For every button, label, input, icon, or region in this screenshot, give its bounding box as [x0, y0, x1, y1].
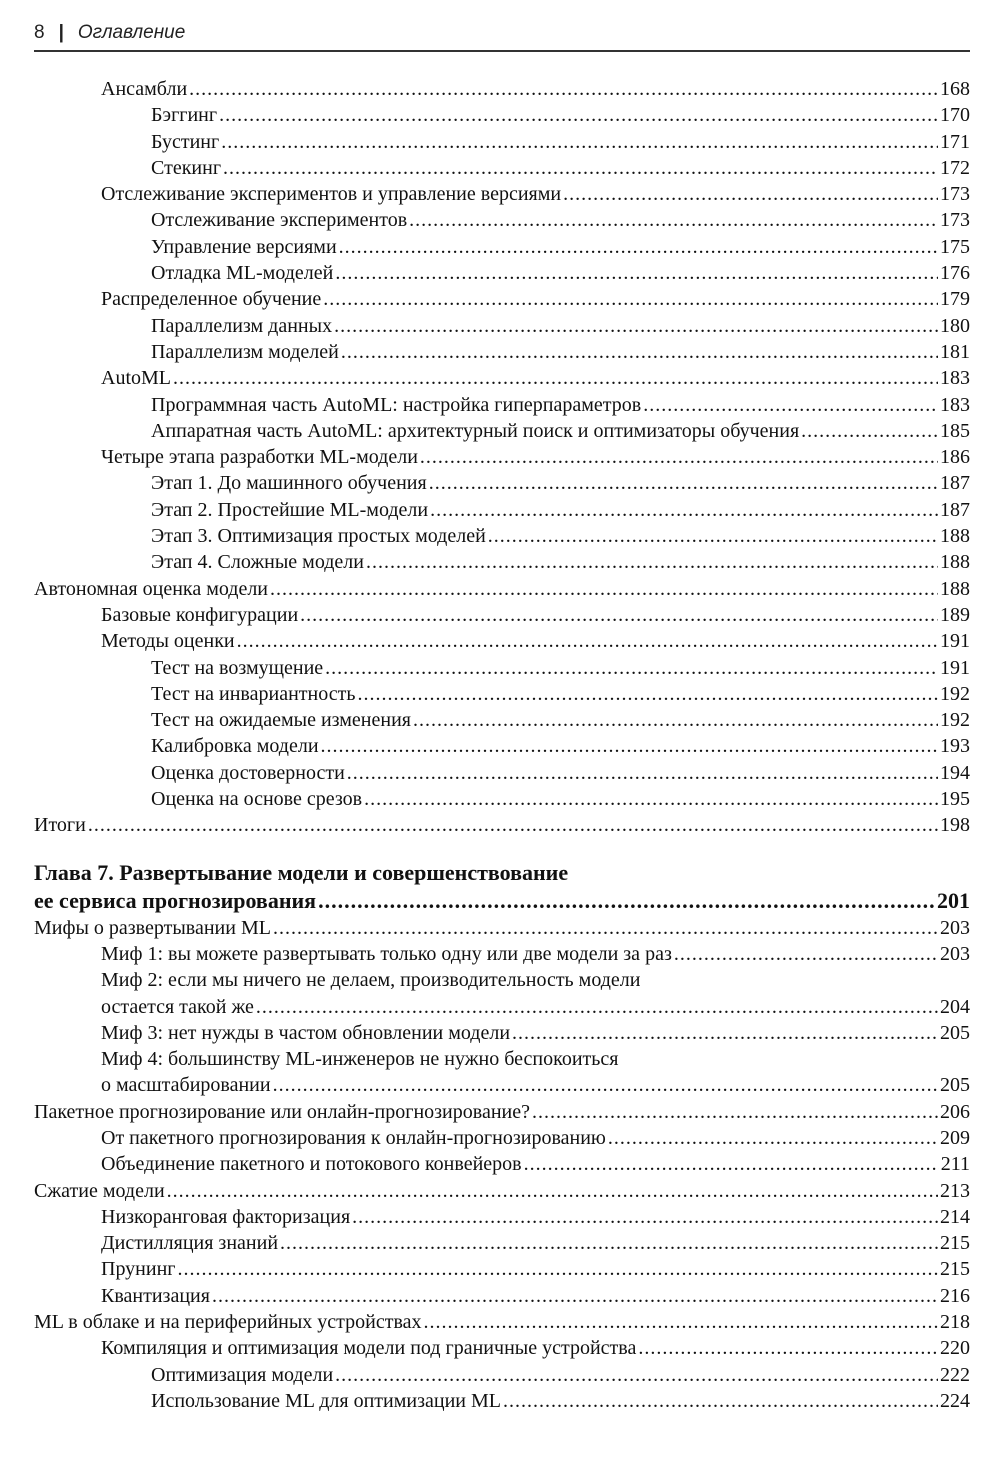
dot-leader — [643, 392, 938, 418]
toc-entry-title: От пакетного прогнозирования к онлайн-прогнозированию — [101, 1126, 606, 1149]
toc-entry-title: Компиляция и оптимизация модели под граничные устройства — [101, 1337, 637, 1360]
toc-entry-title: Ансамбли — [101, 78, 188, 100]
toc-entry-title: Четыре этапа разработки ML-модели — [101, 446, 418, 469]
toc-entry-page: 173 — [940, 209, 970, 232]
toc-entry-page: 175 — [940, 235, 970, 258]
toc-entry-page: 189 — [940, 603, 970, 626]
toc-entry-page: 222 — [940, 1363, 970, 1386]
toc-entry[interactable] — [34, 102, 970, 128]
toc-entry-page: 181 — [940, 340, 970, 363]
toc-entry-title: Отслеживание экспериментов и управление версиями — [101, 183, 562, 206]
toc-entry[interactable] — [34, 1072, 970, 1098]
toc-entry-page: 176 — [940, 262, 970, 285]
toc-entry-title: Использование ML для оптимизации ML — [151, 1389, 501, 1412]
toc-entry-page: 191 — [940, 630, 970, 653]
toc-entry[interactable] — [34, 207, 970, 233]
toc-entry-page: 224 — [940, 1389, 970, 1412]
dot-leader — [532, 1099, 938, 1125]
toc-entry[interactable] — [34, 549, 970, 575]
toc-entry-page: 185 — [940, 419, 970, 442]
dot-leader — [173, 365, 938, 391]
dot-leader — [280, 1230, 938, 1256]
dot-leader — [88, 812, 938, 838]
dot-leader — [221, 129, 938, 155]
toc-entry-title: Оценка достоверности — [151, 761, 345, 784]
dot-leader — [357, 681, 938, 707]
toc-entry-title: Сжатие модели — [34, 1179, 165, 1202]
toc-entry-page: 172 — [940, 156, 970, 179]
dot-leader — [364, 786, 938, 812]
header-separator: | — [58, 22, 64, 43]
toc-entry[interactable] — [34, 602, 970, 628]
dot-leader — [273, 915, 938, 941]
toc-entry[interactable] — [34, 576, 970, 602]
toc-entry[interactable] — [34, 1362, 970, 1388]
dot-leader — [608, 1125, 938, 1151]
toc-entry-title: Отладка ML-моделей — [151, 262, 334, 285]
toc-entry[interactable] — [34, 313, 970, 339]
toc-entry-title: ML в облаке и на периферийных устройствах — [34, 1311, 422, 1334]
toc-entry-page: 192 — [940, 709, 970, 732]
toc-entry-title: Калибровка модели — [151, 735, 319, 758]
dot-leader — [488, 523, 938, 549]
toc-entry-page: 170 — [940, 104, 970, 127]
dot-leader — [323, 286, 938, 312]
dot-leader — [674, 941, 938, 967]
toc-entry-page: 220 — [940, 1337, 970, 1360]
toc-entry-page: 211 — [940, 1153, 970, 1176]
toc-entry-title: о масштабировании — [101, 1074, 271, 1097]
toc-entry-page: 191 — [940, 656, 970, 679]
toc-entry-title: Тест на возмущение — [151, 656, 324, 679]
toc-entry-page: 209 — [940, 1126, 970, 1149]
dot-leader — [341, 339, 938, 365]
toc-entry-title: Этап 4. Сложные модели — [151, 551, 364, 574]
toc-entry-page: 203 — [940, 916, 970, 939]
dot-leader — [300, 602, 938, 628]
toc-entry-page: 183 — [940, 393, 970, 416]
dot-leader — [420, 444, 938, 470]
toc-entry[interactable] — [34, 1309, 970, 1335]
toc-entry[interactable] — [34, 392, 970, 418]
chapter-7-title-line1[interactable]: Глава 7. Развертывание модели и совершенствование — [34, 859, 569, 885]
dot-leader — [212, 1283, 938, 1309]
toc-entry[interactable] — [34, 286, 970, 312]
toc-entry-page: 179 — [940, 288, 970, 311]
toc-entry-page: 188 — [940, 551, 970, 574]
running-header — [34, 22, 970, 52]
toc-entry-title: Бустинг — [151, 130, 220, 153]
toc-entry-page: 204 — [940, 995, 970, 1018]
toc-entry-page: 186 — [940, 446, 970, 469]
toc-entry-title: Дистилляция знаний — [101, 1232, 279, 1255]
toc-entry[interactable] — [34, 681, 970, 707]
toc-entry-title: Управление версиями — [151, 235, 337, 258]
header-title: Оглавление — [77, 22, 186, 43]
toc-entry-page: 215 — [940, 1258, 970, 1281]
toc-entry-title: Миф 1: вы можете развертывать только одну или две модели за раз — [101, 942, 672, 965]
toc-entry-page: 215 — [940, 1232, 970, 1255]
toc-entry-title: Тест на инвариантность — [151, 682, 356, 705]
toc-entry[interactable] — [34, 1151, 970, 1177]
toc-entry-title: Методы оценки — [101, 630, 235, 653]
toc-entry-page: 173 — [940, 183, 970, 206]
dot-leader — [335, 1362, 938, 1388]
dot-leader — [318, 887, 935, 915]
toc-entry-title: Этап 2. Простейшие ML-модели — [151, 498, 429, 521]
toc-entry[interactable] — [34, 812, 970, 838]
chapter-7-title-text: ее сервиса прогнозирования — [34, 887, 317, 913]
toc-entry-page: 188 — [940, 577, 970, 600]
dot-leader — [563, 181, 938, 207]
toc-entry[interactable] — [34, 733, 970, 759]
toc-entry[interactable] — [34, 1388, 970, 1414]
toc-entry-title: Аппаратная часть AutoML: архитектурный поиск и оптимизаторы обучения — [151, 419, 800, 442]
toc-entry-page: 193 — [940, 735, 970, 758]
dot-leader — [429, 470, 938, 496]
toc-entry-title: Итоги — [34, 814, 86, 837]
toc-entry-page: 168 — [940, 78, 970, 100]
toc-entry-title: Распределенное обучение — [101, 288, 322, 311]
dot-leader — [352, 1204, 938, 1230]
toc-entry-page: 195 — [940, 788, 970, 811]
toc-entry[interactable] — [34, 1256, 970, 1282]
toc-entry[interactable] — [34, 915, 970, 941]
toc-entry-page: 198 — [940, 814, 970, 837]
toc-entry-page: 213 — [940, 1179, 970, 1202]
toc-entry[interactable] — [34, 418, 970, 444]
toc-entry[interactable] — [34, 1335, 970, 1361]
toc-entry[interactable] — [34, 1099, 970, 1125]
toc-entry-title: Программная часть AutoML: настройка гиперпараметров — [151, 393, 642, 416]
dot-leader — [270, 576, 938, 602]
dot-leader — [424, 1309, 938, 1335]
toc-entry-page: 205 — [940, 1021, 970, 1044]
toc-entry-title: Прунинг — [101, 1258, 176, 1281]
dot-leader — [273, 1072, 938, 1098]
toc-entry-title: Оценка на основе срезов — [151, 788, 363, 811]
dot-leader — [256, 994, 938, 1020]
toc-entry-title: Отслеживание экспериментов — [151, 209, 408, 232]
dot-leader — [325, 655, 938, 681]
toc-entry[interactable] — [34, 760, 970, 786]
dot-leader — [339, 234, 938, 260]
dot-leader — [223, 155, 938, 181]
toc-entry[interactable] — [34, 707, 970, 733]
toc-entry-title: остается такой же — [101, 995, 254, 1018]
toc-entry[interactable] — [34, 655, 970, 681]
toc-entry[interactable] — [34, 234, 970, 260]
toc-entry[interactable] — [34, 994, 970, 1020]
toc-entry[interactable] — [34, 1204, 970, 1230]
toc-entry-title: Базовые конфигурации — [101, 603, 299, 626]
toc-entry-page: 205 — [940, 1074, 970, 1097]
dot-leader — [503, 1388, 938, 1414]
toc-entry-title: Параллелизм моделей — [151, 340, 339, 363]
dot-leader — [638, 1335, 938, 1361]
toc-entry-page: 187 — [940, 498, 970, 521]
toc-entry[interactable] — [34, 1020, 970, 1046]
dot-leader — [178, 1256, 939, 1282]
table-of-contents — [34, 76, 970, 1414]
toc-entry-page: 187 — [940, 472, 970, 495]
toc-entry-page: 206 — [940, 1100, 970, 1123]
toc-entry[interactable] — [34, 444, 970, 470]
dot-leader — [347, 760, 938, 786]
toc-entry-title: Оптимизация модели — [151, 1363, 334, 1386]
toc-entry[interactable] — [34, 260, 970, 286]
toc-entry[interactable] — [34, 497, 970, 523]
chapter-7-page: 201 — [937, 887, 970, 913]
chapter-7-title-line2[interactable] — [34, 887, 970, 915]
toc-entry-title: Мифы о развертывании ML — [34, 916, 271, 939]
toc-entry-title: Параллелизм данных — [151, 314, 333, 337]
dot-leader — [430, 497, 938, 523]
toc-entry[interactable] — [34, 628, 970, 654]
toc-entry[interactable] — [34, 76, 970, 102]
dot-leader — [335, 260, 938, 286]
toc-entry-title: Бэггинг — [151, 104, 218, 127]
toc-entry-title: Стекинг — [151, 156, 222, 179]
toc-entry-page: 192 — [940, 682, 970, 705]
dot-leader — [237, 628, 938, 654]
dot-leader — [167, 1178, 938, 1204]
toc-entry-page: 183 — [940, 367, 970, 390]
toc-entry[interactable] — [34, 470, 970, 496]
toc-entry[interactable] — [34, 1283, 970, 1309]
dot-leader — [413, 707, 938, 733]
toc-part1 — [34, 76, 970, 839]
toc-entry-title-line1[interactable]: Миф 2: если мы ничего не делаем, производительность модели — [101, 969, 641, 992]
toc-entry-title: Пакетное прогнозирование или онлайн-прогнозирование? — [34, 1100, 530, 1123]
toc-entry[interactable] — [34, 786, 970, 812]
toc-entry-title: Этап 3. Оптимизация простых моделей — [151, 525, 486, 548]
dot-leader — [366, 549, 938, 575]
toc-entry-page: 214 — [940, 1205, 970, 1228]
toc-entry-title: Квантизация — [101, 1284, 210, 1307]
toc-entry[interactable] — [34, 523, 970, 549]
dot-leader — [189, 76, 938, 102]
toc-entry[interactable] — [34, 155, 970, 181]
dot-leader — [409, 207, 938, 233]
toc-entry-title: Автономная оценка модели — [34, 577, 269, 600]
dot-leader — [512, 1020, 938, 1046]
toc-entry-page: 203 — [940, 942, 970, 965]
dot-leader — [801, 418, 938, 444]
toc-entry[interactable] — [34, 1230, 970, 1256]
toc-entry-page: 188 — [940, 525, 970, 548]
toc-entry-title: Низкоранговая факторизация — [101, 1205, 351, 1228]
toc-entry-title: Тест на ожидаемые изменения — [151, 709, 411, 732]
toc-entry-page: 218 — [940, 1311, 970, 1334]
toc-entry[interactable] — [34, 365, 970, 391]
toc-entry[interactable] — [34, 941, 970, 967]
toc-entry-title: Объединение пакетного и потокового конвейеров — [101, 1153, 522, 1176]
toc-entry-page: 180 — [940, 314, 970, 337]
toc-entry[interactable] — [34, 1125, 970, 1151]
toc-entry[interactable] — [34, 1178, 970, 1204]
toc-entry-page: 194 — [940, 761, 970, 784]
toc-entry-page: 216 — [940, 1284, 970, 1307]
toc-entry[interactable] — [34, 129, 970, 155]
toc-entry[interactable] — [34, 181, 970, 207]
dot-leader — [334, 313, 938, 339]
dot-leader — [524, 1151, 939, 1177]
toc-entry-page: 171 — [940, 130, 970, 153]
toc-entry-title: Этап 1. До машинного обучения — [151, 472, 427, 495]
toc-entry[interactable] — [34, 339, 970, 365]
toc-entry-title-line1[interactable]: Миф 4: большинству ML-инженеров не нужно беспокоиться — [101, 1048, 619, 1071]
dot-leader — [321, 733, 938, 759]
toc-entry-title: AutoML — [101, 367, 171, 390]
dot-leader — [219, 102, 938, 128]
toc-entry-title: Миф 3: нет нужды в частом обновлении модели — [101, 1021, 511, 1044]
page-number: 8 — [34, 22, 45, 43]
